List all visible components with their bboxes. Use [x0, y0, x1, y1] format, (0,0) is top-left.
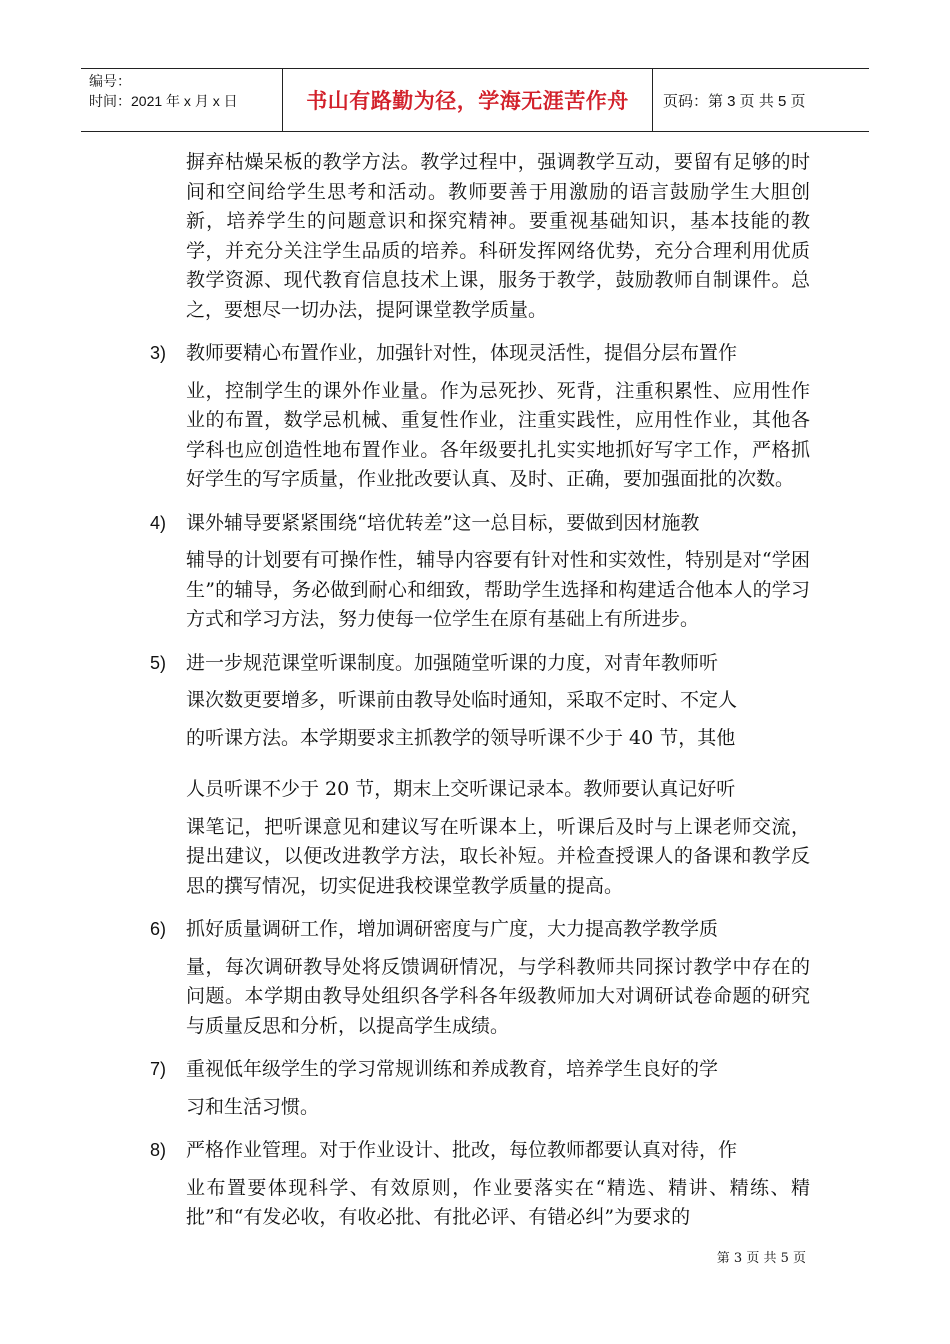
item-number: 3)	[150, 343, 167, 363]
item-text	[186, 1136, 810, 1233]
item-first-line: 进一步规范课堂听课制度。加强随堂听课的力度，对青年教师听	[186, 651, 719, 674]
item-first-line: 严格作业管理。对于作业设计、批改，每位教师都要认真对待，作	[186, 1139, 738, 1161]
document-body	[150, 148, 810, 1233]
item-text	[186, 509, 810, 635]
serial-label: 编号：	[89, 73, 131, 89]
page-header	[81, 68, 869, 132]
item-rest: 课笔记，把听课意见和建议写在听课本上，听课后及时与上课老师交流，提出建议，以便改进教学方法，取长补短。并检查授课人的备课和教学反思的撰写情况，切实促进我校课堂教学质量的提高。	[186, 815, 810, 897]
item-text	[186, 339, 810, 495]
item-rest: 习和生活习惯。	[186, 1095, 320, 1118]
item-fourth-line: 人员听课不少于 20 节，期末上交听课记录本。教师要认真记好听	[186, 778, 736, 800]
item-rest: 辅导的计划要有可操作性，辅导内容要有针对性和实效性，特别是对“学困生”的辅导，务必做到耐心和细致，帮助学生选择和构建适合他本人的学习方式和学习方法，努力使每一位学生在原有基础上有所进步。	[186, 549, 810, 630]
list-item-7	[150, 1055, 810, 1122]
item-number: 8)	[150, 1140, 167, 1160]
motto: 书山有路勤为径，学海无涯苦作舟	[306, 89, 629, 113]
header-page-info: 页码：第 3 页 共 5 页	[663, 92, 806, 110]
page-footer: 第 3 页 共 5 页	[716, 1251, 806, 1266]
item-number: 7)	[150, 1059, 167, 1079]
item-first-line: 课外辅导要紧紧围绕“培优转差”这一总目标，要做到因材施教	[186, 511, 700, 534]
item-third-line: 的听课方法。本学期要求主抓教学的领导听课不少于 40 节，其他	[186, 726, 736, 749]
item-text	[186, 649, 810, 902]
item-text	[186, 915, 810, 1041]
item-number: 6)	[150, 919, 167, 939]
item-rest: 量，每次调研教导处将反馈调研情况，与学科教师共同探讨教学中存在的问题。本学期由教导处组织各学科各年级教师加大对调研试卷命题的研究与质量反思和分析，以提高学生成绩。	[186, 955, 810, 1037]
list-item-3	[150, 339, 810, 495]
item-second-line: 课次数更要增多，听课前由教导处临时通知，采取不定时、不定人	[186, 689, 738, 711]
header-motto-cell	[283, 69, 653, 131]
list-item-8	[150, 1136, 810, 1233]
item-number: 5)	[150, 652, 167, 673]
item-first-line: 抓好质量调研工作，增加调研密度与广度，大力提高教学教学质	[186, 918, 719, 940]
item-rest: 业，控制学生的课外作业量。作为忌死抄、死背，注重积累性、应用性作业的布置，数学忌机械、重复性作业，注重实践性，应用性作业，其他各学科也应创造性地布置作业。各年级要扎扎实实地抓好写字工作，严格抓好学生的写字质量，作业批改要认真、及时、正确，要加强面批的次数。	[186, 379, 810, 490]
item-first-line: 重视低年级学生的学习常规训练和养成教育，培养学生良好的学	[186, 1058, 719, 1080]
item-text	[186, 1055, 810, 1122]
intro-paragraph: 摒弃枯燥呆板的教学方法。教学过程中，强调教学互动，要留有足够的时间和空间给学生思考和活动。教师要善于用激励的语言鼓励学生大胆创新，培养学生的问题意识和探究精神。要重视基础知识，基本技能的教学，并充分关注学生品质的培养。科研发挥网络优势，充分合理利用优质教学资源、现代教育信息技术上课，服务于教学，鼓励教师自制课件。总之，要想尽一切办法，提阿课堂教学质量。	[186, 151, 810, 321]
item-number: 4)	[150, 512, 167, 533]
time-label: 时间：2021 年 x 月 x 日	[89, 93, 238, 109]
list-item-5	[150, 649, 810, 902]
item-rest: 业布置要体现科学、有效原则，作业要落实在“精选、精讲、精练、精批”和“有发必收，有收必批、有批必评、有错必纠”为要求的	[186, 1176, 810, 1228]
list-item-4	[150, 509, 810, 635]
item-first-line: 教师要精心布置作业，加强针对性，体现灵活性，提倡分层布置作	[186, 342, 738, 364]
list-item-6	[150, 915, 810, 1041]
header-meta	[81, 69, 283, 131]
